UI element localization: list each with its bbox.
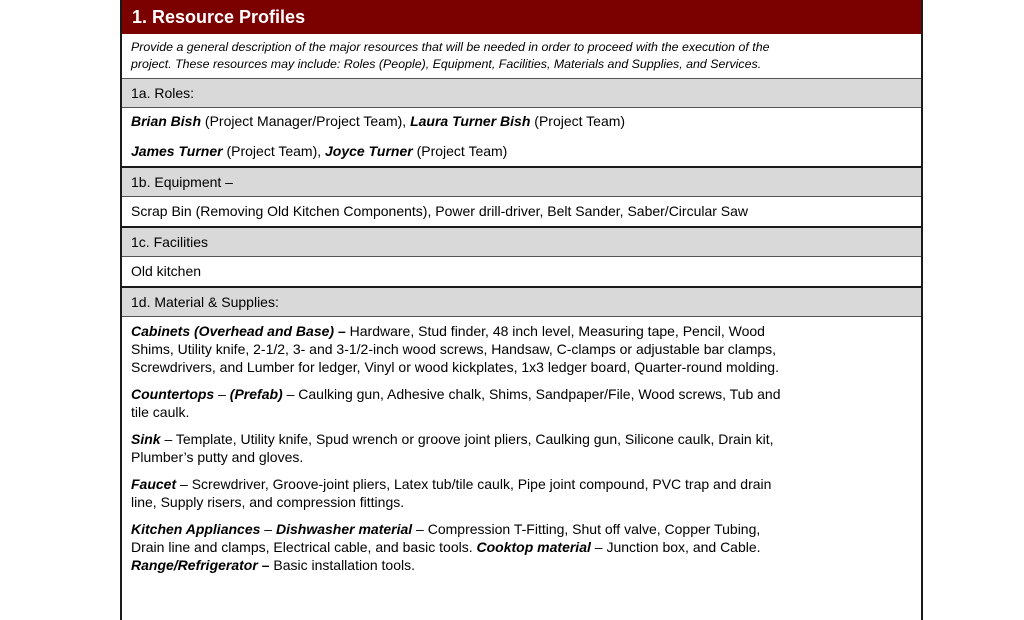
- person-role: (Project Team): [530, 113, 626, 129]
- person-role: (Project Team),: [222, 143, 326, 159]
- material-text: Basic installation tools.: [269, 557, 416, 573]
- material-label: Sink: [131, 431, 161, 447]
- roles-line: [122, 112, 921, 131]
- material-text: tile caulk.: [131, 404, 190, 420]
- material-label: Kitchen Appliances: [131, 521, 261, 537]
- roles-line: [122, 142, 921, 161]
- person-name: Laura Turner Bish: [410, 113, 531, 129]
- facilities-text: Old kitchen: [131, 263, 202, 279]
- facilities-body: [122, 257, 921, 286]
- section-intro: [122, 34, 921, 79]
- person-name: Joyce Turner: [325, 143, 413, 159]
- equipment-text: Scrap Bin (Removing Old Kitchen Components), Power drill-driver, Belt Sander, Saber/Circular Saw: [131, 203, 749, 219]
- person-role: (Project Manager/Project Team),: [201, 113, 411, 129]
- material-label: Cabinets (Overhead and Base) –: [131, 323, 346, 339]
- material-text: – Compression T-Fitting, Shut off valve, Copper Tubing,: [412, 521, 761, 537]
- equipment-heading: 1b. Equipment –: [122, 166, 921, 197]
- roles-heading: 1a. Roles:: [122, 79, 921, 108]
- material-text: – Junction box, and Cable.: [590, 539, 761, 555]
- materials-body: [122, 317, 921, 574]
- material-label: Faucet: [131, 476, 177, 492]
- material-label: Cooktop material: [476, 539, 591, 555]
- material-item-appliances: [122, 520, 921, 574]
- material-item-countertops: [122, 385, 921, 421]
- intro-line: Provide a general description of the major resources that will be needed in order to proceed with the execution of the: [131, 40, 770, 54]
- material-item-sink: [122, 430, 921, 466]
- material-text: Screwdrivers, and Lumber for ledger, Vinyl or wood kickplates, 1x3 ledger board, Quarter-round molding.: [131, 359, 779, 375]
- intro-line: project. These resources may include: Roles (People), Equipment, Facilities, Materials and Supplies, and Services.: [131, 57, 762, 71]
- material-text: Shims, Utility knife, 2-1/2, 3- and 3-1/2-inch wood screws, Handsaw, C-clamps or adjustable bar clamps,: [131, 341, 777, 357]
- material-text: – Screwdriver, Groove-joint pliers, Latex tub/tile caulk, Pipe joint compound, PVC trap and drain: [176, 476, 772, 492]
- material-text: – Caulking gun, Adhesive chalk, Shims, Sandpaper/File, Wood screws, Tub and: [282, 386, 781, 402]
- material-item-cabinets: [122, 322, 921, 376]
- equipment-body: [122, 197, 921, 226]
- material-label: Dishwasher material: [275, 521, 413, 537]
- material-text: Hardware, Stud finder, 48 inch level, Measuring tape, Pencil, Wood: [345, 323, 765, 339]
- person-role: (Project Team): [412, 143, 508, 159]
- material-text: Plumber’s putty and gloves.: [131, 449, 304, 465]
- roles-body: [122, 108, 921, 166]
- material-text: – Template, Utility knife, Spud wrench or groove joint pliers, Caulking gun, Silicone caulk, Drain kit,: [160, 431, 774, 447]
- material-text: line, Supply risers, and compression fittings.: [131, 494, 405, 510]
- material-label: (Prefab): [229, 386, 283, 402]
- material-item-faucet: [122, 475, 921, 511]
- person-name: James Turner: [131, 143, 223, 159]
- material-label: Countertops: [131, 386, 215, 402]
- materials-heading: 1d. Material & Supplies:: [122, 286, 921, 317]
- section-title: 1. Resource Profiles: [122, 0, 921, 34]
- person-name: Brian Bish: [131, 113, 202, 129]
- material-text: Drain line and clamps, Electrical cable, and basic tools.: [131, 539, 477, 555]
- material-label: Range/Refrigerator –: [131, 557, 270, 573]
- resource-profiles-section: [120, 0, 923, 620]
- facilities-heading: 1c. Facilities: [122, 226, 921, 257]
- separator: –: [214, 386, 230, 402]
- separator: –: [260, 521, 276, 537]
